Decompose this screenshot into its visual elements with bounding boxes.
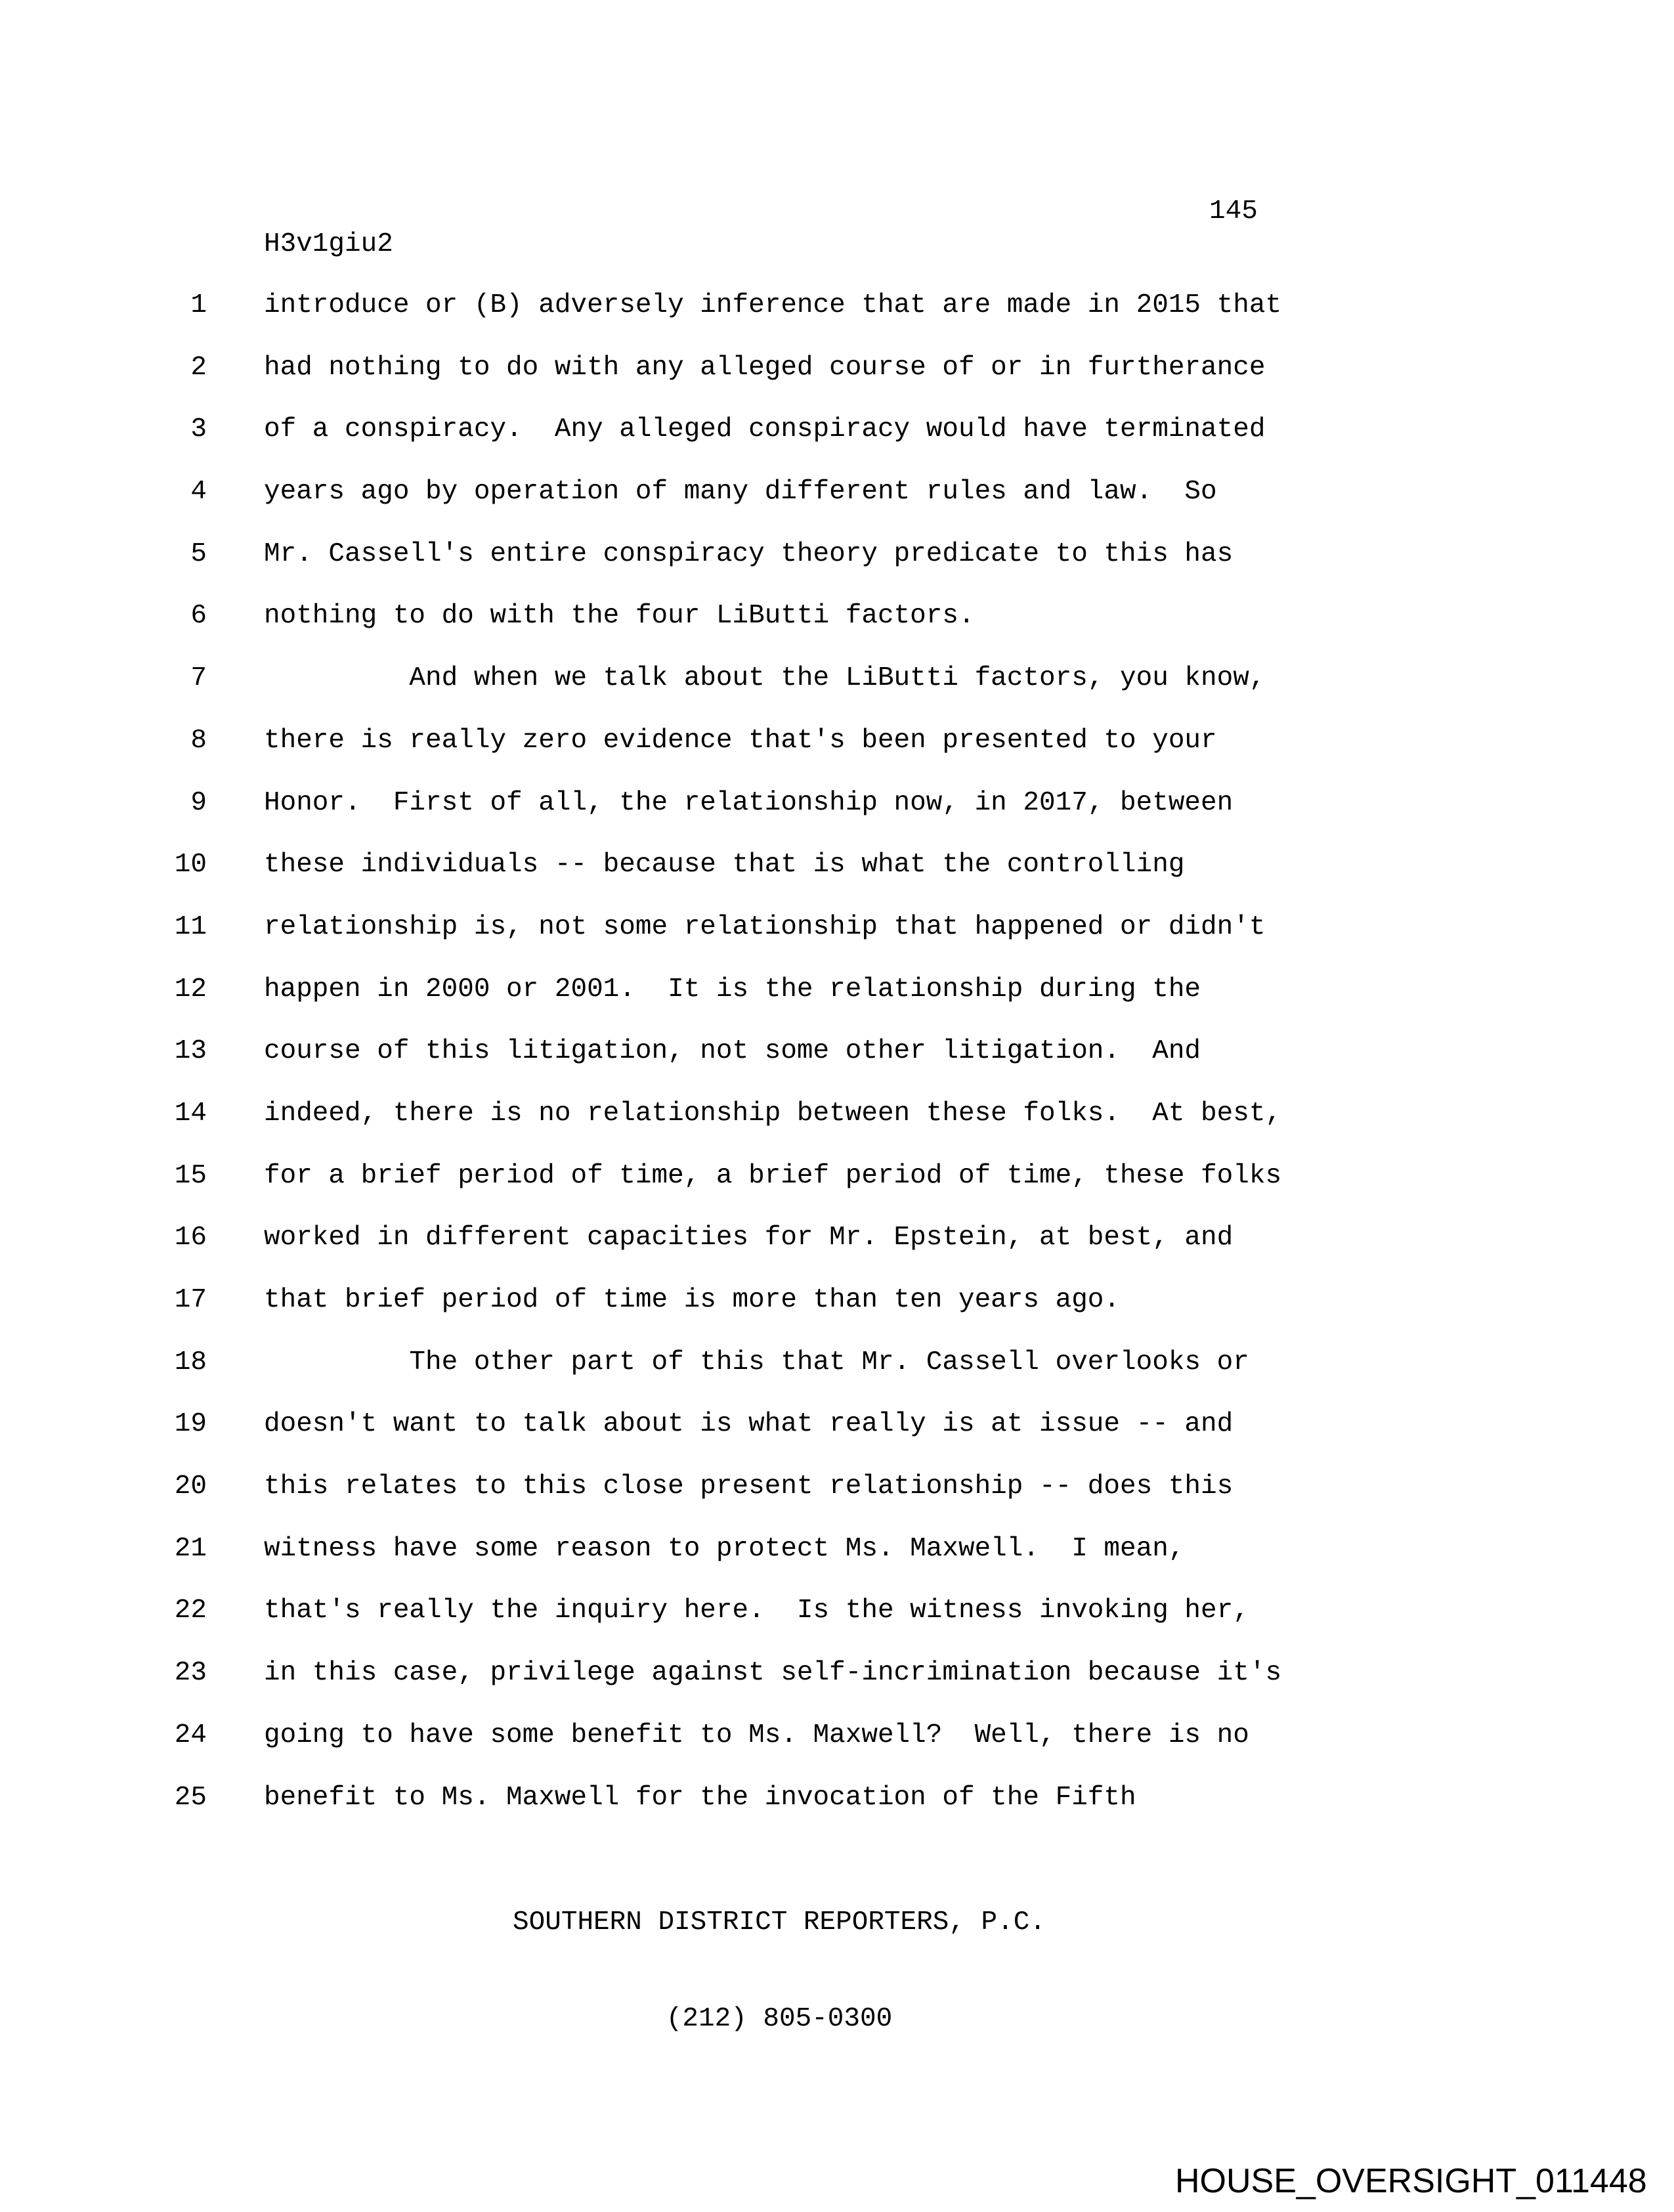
transcript-line: [0, 399, 1674, 461]
line-number: 25: [174, 1782, 207, 1813]
transcript-line: [0, 1145, 1674, 1207]
line-number: 20: [174, 1471, 207, 1502]
transcript-line: [0, 959, 1674, 1021]
line-text: for a brief period of time, a brief period of time, these folks: [264, 1160, 1282, 1191]
transcript-session-code: H3v1giu2: [264, 229, 393, 259]
line-text: this relates to this close present relationship -- does this: [264, 1471, 1234, 1502]
line-text: that's really the inquiry here. Is the witness invoking her,: [264, 1595, 1249, 1626]
transcript-line: [0, 523, 1674, 586]
transcript-line: [0, 1020, 1674, 1083]
transcript-line: [0, 772, 1674, 835]
line-number: 15: [174, 1160, 207, 1191]
line-number: 5: [190, 538, 207, 569]
line-text: And when we talk about the LiButti factors, you know,: [264, 663, 1266, 694]
transcript-line: [0, 1642, 1674, 1704]
line-text: nothing to do with the four LiButti factors.: [264, 601, 975, 632]
transcript-line: [0, 1580, 1674, 1642]
transcript-line: [0, 647, 1674, 710]
transcript-line: [0, 834, 1674, 896]
line-text: that brief period of time is more than ten years ago.: [264, 1285, 1121, 1315]
line-text: had nothing to do with any alleged course of or in furtherance: [264, 352, 1266, 383]
transcript-line: [0, 1269, 1674, 1332]
transcript-line: [0, 710, 1674, 772]
line-text: course of this litigation, not some other litigation. And: [264, 1036, 1201, 1067]
transcript-line: [0, 1704, 1674, 1767]
line-number: 22: [174, 1595, 207, 1626]
reporter-phone: (212) 805-0300: [666, 2004, 893, 2034]
line-number: 4: [190, 477, 207, 508]
transcript-line: [0, 461, 1674, 523]
transcript-line: [0, 1518, 1674, 1580]
line-number: 7: [190, 663, 207, 694]
transcript-line: [0, 585, 1674, 647]
line-number: 18: [174, 1347, 207, 1377]
transcript-line: [0, 1767, 1674, 1829]
transcript-line: [0, 1456, 1674, 1518]
line-text: years ago by operation of many different rules and law. So: [264, 477, 1217, 508]
transcript-line: [0, 896, 1674, 959]
line-text: there is really zero evidence that's been presented to your: [264, 725, 1217, 756]
line-number: 24: [174, 1720, 207, 1750]
line-text: relationship is, not some relationship that happened or didn't: [264, 911, 1266, 942]
line-text: doesn't want to talk about is what really is at issue -- and: [264, 1409, 1234, 1440]
line-number: 12: [174, 974, 207, 1005]
line-number: 16: [174, 1223, 207, 1253]
reporter-name: SOUTHERN DISTRICT REPORTERS, P.C.: [513, 1907, 1046, 1938]
line-text: introduce or (B) adversely inference that are made in 2015 that: [264, 290, 1282, 320]
line-text: happen in 2000 or 2001. It is the relationship during the: [264, 974, 1201, 1005]
reporter-footer: [264, 1842, 1295, 2100]
line-text: Mr. Cassell's entire conspiracy theory predicate to this has: [264, 538, 1234, 569]
line-text: of a conspiracy. Any alleged conspiracy would have terminated: [264, 414, 1266, 445]
line-text: The other part of this that Mr. Cassell overlooks or: [264, 1347, 1249, 1377]
line-number: 17: [174, 1285, 207, 1315]
transcript-line: [0, 1207, 1674, 1269]
line-number: 9: [190, 787, 207, 818]
line-number: 11: [174, 911, 207, 942]
line-number: 8: [190, 725, 207, 756]
transcript-line: [0, 274, 1674, 337]
line-number: 19: [174, 1409, 207, 1440]
line-number: 3: [190, 414, 207, 445]
line-text: going to have some benefit to Ms. Maxwell? Well, there is no: [264, 1720, 1249, 1750]
transcript-line: [0, 1332, 1674, 1394]
line-number: 23: [174, 1658, 207, 1689]
line-number: 13: [174, 1036, 207, 1067]
transcript-line: [0, 1393, 1674, 1456]
line-number: 14: [174, 1098, 207, 1129]
line-text: indeed, there is no relationship between these folks. At best,: [264, 1098, 1282, 1129]
transcript-line: [0, 337, 1674, 399]
line-text: in this case, privilege against self-incrimination because it's: [264, 1658, 1282, 1689]
line-text: worked in different capacities for Mr. Epstein, at best, and: [264, 1223, 1234, 1253]
line-number: 6: [190, 601, 207, 632]
transcript-line: [0, 1083, 1674, 1145]
page-number: 145: [1209, 196, 1258, 227]
line-text: benefit to Ms. Maxwell for the invocation of the Fifth: [264, 1782, 1136, 1813]
line-number: 2: [190, 352, 207, 383]
bates-number: HOUSE_OVERSIGHT_011448: [1175, 2162, 1647, 2200]
line-number: 10: [174, 850, 207, 880]
line-text: Honor. First of all, the relationship now, in 2017, between: [264, 787, 1234, 818]
transcript-body: [0, 274, 1674, 1829]
line-text: these individuals -- because that is what the controlling: [264, 850, 1185, 880]
line-number: 21: [174, 1533, 207, 1564]
line-text: witness have some reason to protect Ms. Maxwell. I mean,: [264, 1533, 1185, 1564]
line-number: 1: [190, 290, 207, 320]
